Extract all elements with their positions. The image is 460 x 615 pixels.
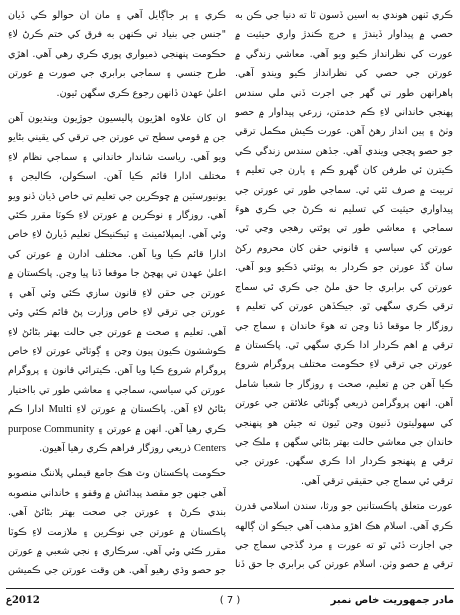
right-paragraph-2: عورت متعلق پاڪستانين جو ورثا، سندن اسلامي قدرن ڪري آهي. اسلام هڪ اهڙو مذهب آهي جيڪو ان ڳالهه جي اجازت ڏئي ٿو ته عورت ۽ مرد گڏجي سماج جي ترقي ۾ حصو وٺن. اسلام عورتن کي برابري جا حق ڏنا: [235, 501, 453, 571]
footer-magazine-title: مادر جمهوريت خاص نمبر: [330, 595, 454, 606]
footer-page-number: ( 7 ): [219, 595, 241, 606]
footer-year: 2012ع: [6, 595, 40, 606]
left-paragraph-2: [8, 109, 226, 458]
left-paragraph-1: ڪري ۽ ٻر جاڳايل آهي ۽ مان ان حوالو ڪي ڏيان "جنس جي بنياد تي ڪنهن به فرق کي ختم ڪرڻ لاءِ حڪومت پنهنجي ذميواري پوري ڪري رهي آهي. اهڙي طرح جنسي ۽ سماجي برابري جي صورت ۾ عورتن اعليٰ عهدن ڏانهن رجوع ڪري سگهن ٿيون.: [8, 10, 226, 99]
left-paragraph-3-text: ادارا ڪم ڪري رهيا آهن. انهن ۾ عورتن ۽: [8, 404, 226, 435]
right-paragraph-1: ڪري ٽنهن هوندي به اسين ڏسون ٿا ته دنيا جي ڪن به حصي ۾ پيداوار ڏيندڙ ۽ خرچ ڪندڙ واري حيثيت ۾ عورت کي نظرانداز ڪيو ويو آهي. معاشي زندگي ۾ عورتن جي حصي کي نظرانداز ڪيو ويندو آهي. ٻاهرانهن طور تي گهر جي اجرت ڏني ملي سندس پهنجي خانداني لاءِ ڪم خدمتن، زرعي پيداوار ۾ حصو وٺڻ ۽ ٻين انداز رهڻ آهن. عورت ڪيش مڪمل ترقي جو حصو ڀڃجي ويندي آهي. جڏهن سندس زندگي ڪي ڪيترن ئي طرفن کان گهرو ڪم ۽ ٻارن جي تعليم ۽ تربيت ۾ صرف ٿئي ٿي. سماجي طور تي عورتن جي پيداواري حيثيت کي تسليم نه ڪرڻ جي ڪري هوءَ سماجي ۽ معاشي طور تي پوئتي رهجي وڃي ٿي. عورتن کي سياسي ۽ قانوني حقن کان محروم رکڻ سان گڏ عورتن جو ڪردار به پوئتي ڌڪيو ويو آهي. عورتن کي برابري جا حق ملڻ جي ڪري ئي سماج ترقي ڪري سگهي ٿو. جيڪڏهن عورتن کي تعليم ۽ روزگار جا موقعا ڏنا وڃن ته هوءَ خاندان ۽ سماج جي ترقي ۾ اهم ڪردار ادا ڪري سگهي ٿي. پاڪستان ۾ عورتن جي ترقي لاءِ حڪومت مختلف پروگرام شروع ڪيا آهن جن ۾ تعليم، صحت ۽ روزگار جا شعبا شامل آهن. انهن پروگرامن ذريعي ڳوٺاڻي علائقن جي عورتن کي سهوليتون ڏنيون وڃن ٿيون ته جيئن هو پنهنجي خاندان جي معاشي حالت بهتر بڻائي سگهن ۽ ملڪ جي ترقي ۾ پنهنجو ڪردار ادا ڪري سگهن. عورتن جي ترقي ئي سماج جي حقيقي ترقي آهي.: [235, 10, 453, 487]
left-text-column: [8, 6, 226, 578]
left-paragraph-5: حڪومت پاڪستان وٽ هڪ جامع قيملي پلاننگ منصوبو آهي جنهن جو مقصد پيدائش ۾ وقفو ۽ خانداني منصوبه بندي ڪرڻ ۽ عورتن جي صحت بهتر بڻائڻ آهي. پاڪستان ۾ عورتن جي نوڪرين ۽ ملازمت لاءِ ڪوٽا مقرر ڪئي وئي آهي. سرڪاري ۽ نجي شعبي ۾ عورتن جو حصو وڌي رهيو آهي. هن وقت عورتن جي ڪميشن: [8, 468, 226, 577]
left-paragraph-4-text: ذريعي روزگار فراهم ڪري رهيا آهيون.: [39, 442, 191, 454]
latin-term-community-centers: purpose Community Centers: [8, 423, 226, 454]
left-paragraph-2-text: ان کان علاوه اهڙيون پاليسيون جوڙيون وينديون آهن جن ۾ قومي سطح تي عورتن جي ترقي کي يقيني بڻايو ويو آهي. رياست شاندار خانداني ۽ سماجي نظام لاءِ مختلف ادارا قائم ڪيا آهن. اسڪولن، ڪاليجن ۽ يونيورسٽين ۾ ڇوڪرين جي تعليم تي خاص ڌيان ڏنو ويو آهي. روزگار ۽ نوڪرين ۾ عورتن لاءِ ڪوٽا مقرر ڪئي وئي آهي. ايمپلائمينٽ ۽ ٽيڪنيڪل تعليم ڏيارڻ لاءِ خاص ادارا قائم ڪيا ويا آهن. مختلف ادارن ۾ عورتن کي اعليٰ عهدن تي پهچڻ جا موقعا ڏنا پيا وڃن. پاڪستان ۾ عورتن جي حقن لاءِ قانون سازي ڪئي وئي آهي ۽ عورتن جي ترقي لاءِ خاص وزارت پڻ قائم ڪئي وئي آهي. تعليم ۽ صحت ۾ عورتن جي حالت بهتر بڻائڻ لاءِ ڪوششون ڪيون پيون وڃن ۽ ڳوٺاڻي عورتن لاءِ خاص پروگرام شروع ڪيا ويا آهن. ڪيترائي قانون ۽ پروگرام عورتن کي سياسي، سماجي ۽ معاشي طور تي بااختيار بڻائڻ لاءِ آهن. پاڪستان ۾ عورتن لاءِ: [8, 113, 226, 416]
right-text-column: [235, 6, 453, 578]
footer-divider: [6, 588, 454, 589]
page-footer: [6, 591, 454, 611]
latin-term-multi: Multi: [48, 404, 72, 416]
